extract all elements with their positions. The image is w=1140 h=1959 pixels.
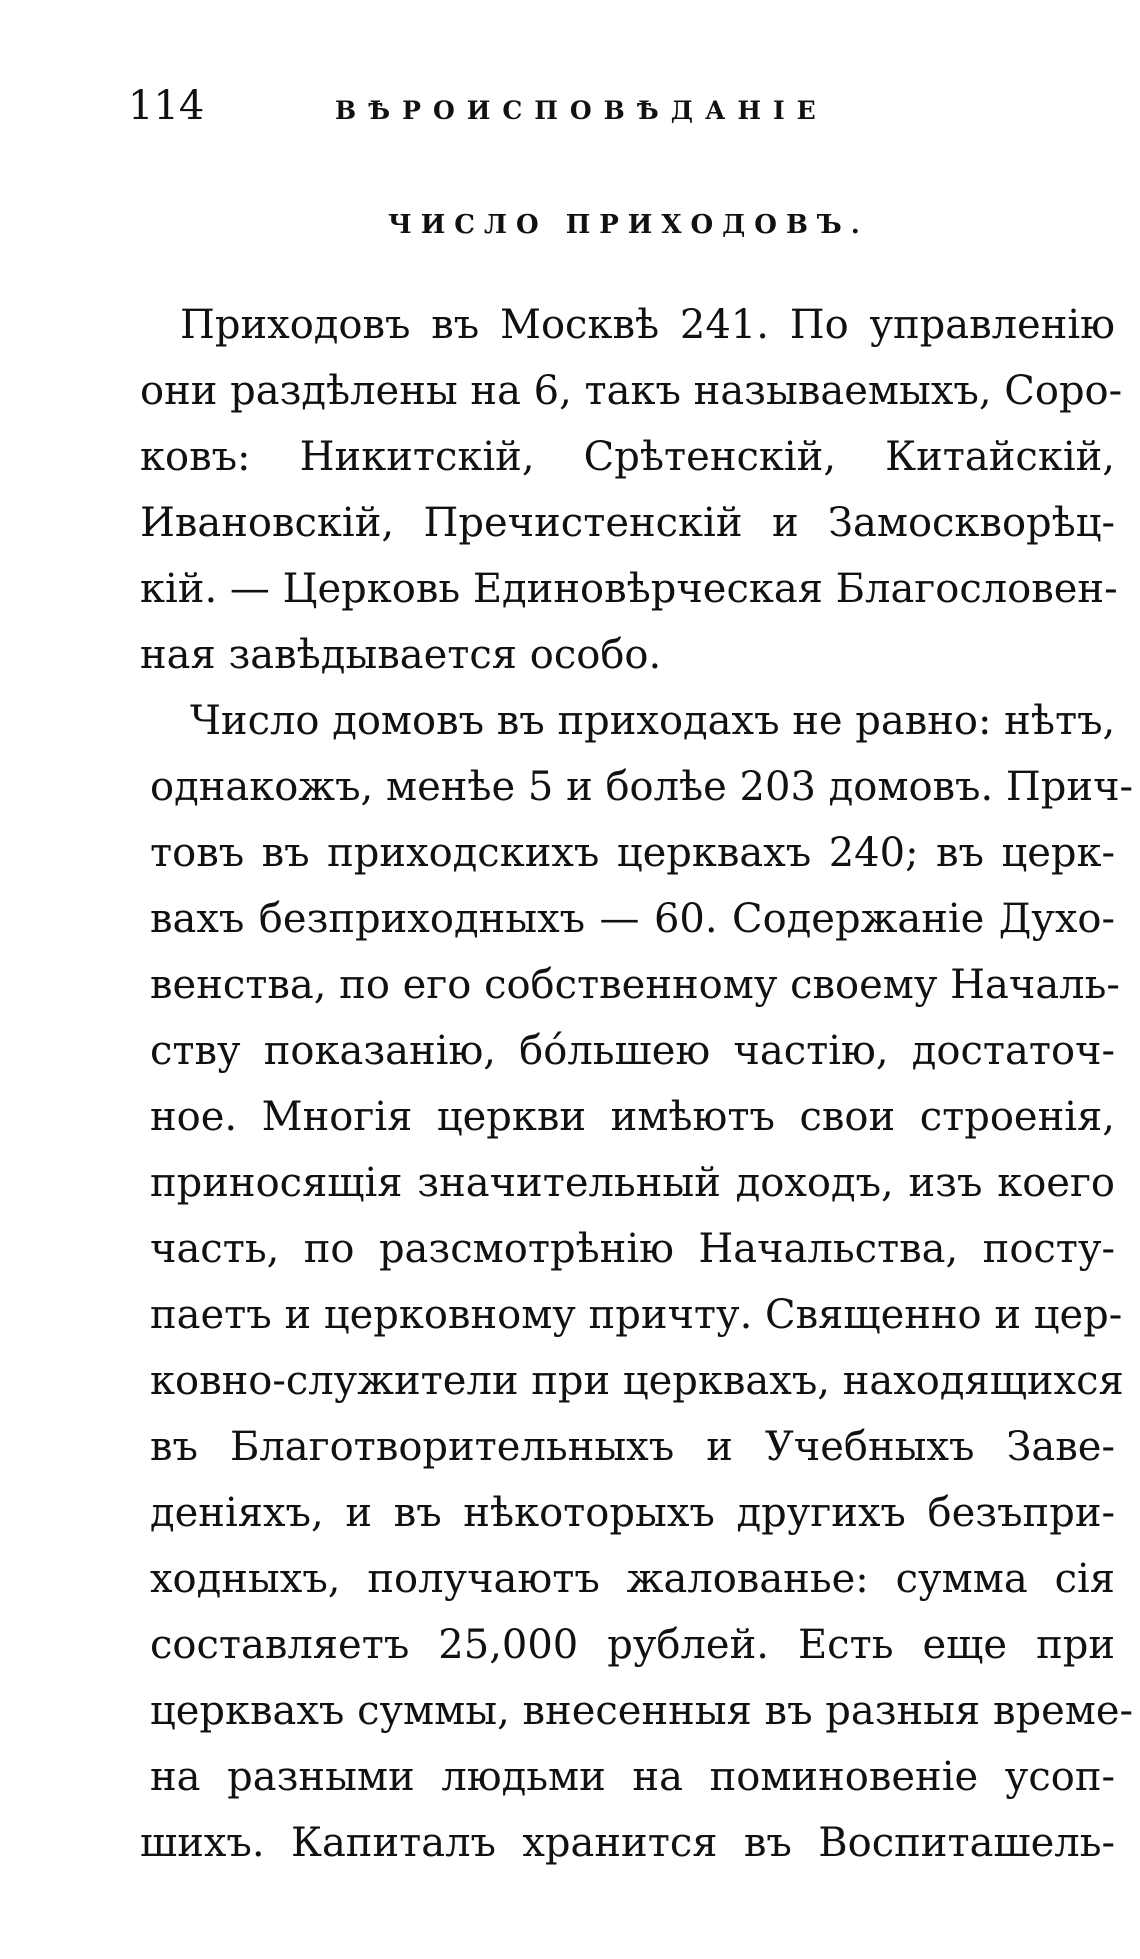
- text-line: приносящія значительный доходъ, изъ коего: [150, 1160, 1115, 1206]
- text-line: составляетъ 25,000 рублей. Есть еще при: [150, 1622, 1115, 1668]
- section-title: ЧИСЛО ПРИХОДОВЪ.: [388, 210, 869, 240]
- page-number: 114: [128, 83, 205, 129]
- text-line: Число домовъ въ приходахъ не равно: нѣтъ,: [190, 698, 1116, 744]
- text-line: венства, по его собственному своему Началь-: [150, 962, 1120, 1008]
- text-line: ное. Многія церкви имѣютъ свои строенія,: [150, 1094, 1115, 1140]
- text-line: товъ въ приходскихъ церквахъ 240; въ церк-: [150, 830, 1115, 876]
- text-line: однакожъ, менѣе 5 и болѣе 203 домовъ. Прич-: [150, 764, 1134, 810]
- text-line: Приходовъ въ Москвѣ 241. По управленію: [180, 302, 1115, 348]
- text-line: деніяхъ, и въ нѣкоторыхъ другихъ безъпри-: [150, 1490, 1115, 1536]
- text-line: ству показанію, бо́льшею частію, достаточ-: [150, 1028, 1115, 1074]
- text-line: ная завѣдывается особо.: [140, 632, 662, 678]
- text-line: часть, по разсмотрѣнію Начальства, посту-: [150, 1226, 1115, 1272]
- running-title: ВѢРОИСПОВѢДАНІЕ: [335, 96, 828, 125]
- text-line: въ Благотворительныхъ и Учебныхъ Заве-: [150, 1424, 1115, 1470]
- text-line: паетъ и церковному причту. Священно и цер-: [150, 1292, 1123, 1338]
- text-line: они раздѣлены на 6, такъ называемыхъ, Соро-: [140, 368, 1123, 414]
- text-line: кій. — Церковь Единовѣрческая Благословен-: [140, 566, 1118, 612]
- text-line: шихъ. Капиталъ хранится въ Воспиташель-: [140, 1820, 1115, 1866]
- text-line: на разными людьми на поминовеніе усоп-: [150, 1754, 1115, 1800]
- text-line: ходныхъ, получаютъ жалованье: сумма сія: [150, 1556, 1115, 1602]
- text-line: вахъ безприходныхъ — 60. Содержаніе Духо-: [150, 896, 1115, 942]
- text-line: Ивановскій, Пречистенскій и Замоскворѣц-: [140, 500, 1115, 546]
- text-line: церквахъ суммы, внесенныя въ разныя време-: [150, 1688, 1134, 1734]
- text-line: ковно-служители при церквахъ, находящихся: [150, 1358, 1124, 1404]
- text-line: ковъ: Никитскій, Срѣтенскій, Китайскій,: [140, 434, 1115, 480]
